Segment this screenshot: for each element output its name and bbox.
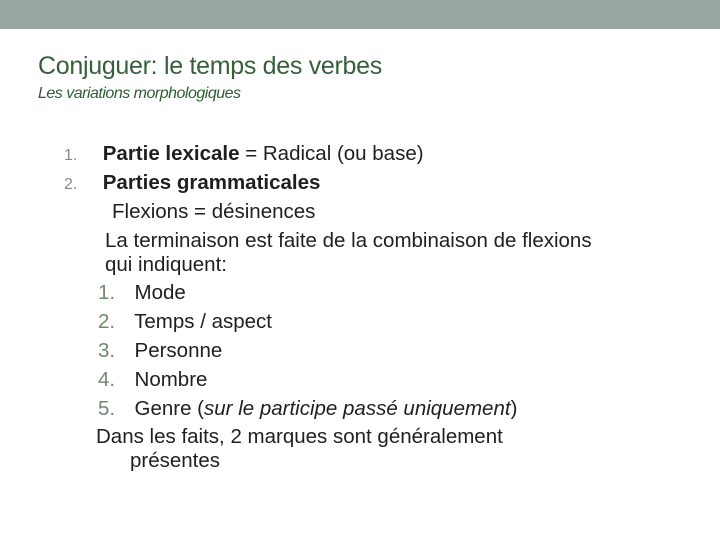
sub-list-item — [98, 368, 207, 392]
conclusion-line-2: présentes — [130, 449, 221, 472]
sub-list-text: Personne — [134, 339, 223, 362]
list-item-1 — [64, 142, 424, 168]
sub-list-text: Temps / aspect — [134, 310, 273, 333]
terminaison-line-2: qui indiquent: — [105, 253, 227, 276]
sub-list-item — [98, 397, 517, 421]
terminaison-line-1: La terminaison est faite de la combinaison de flexions — [105, 229, 592, 252]
sub-list-number: 5. — [98, 397, 116, 420]
conclusion-line-1: Dans les faits, 2 marques sont généralement — [96, 425, 503, 448]
list-item-bold: Parties grammaticales — [102, 171, 321, 194]
sub-list-italic: sur le participe passé uniquement — [204, 397, 511, 420]
list-item-bold: Partie lexicale — [102, 142, 240, 165]
slide-title: Conjuguer: le temps des verbes — [38, 52, 382, 80]
sub-list-item — [98, 339, 222, 363]
sub-list-number: 1. — [98, 281, 116, 304]
sub-list-text: Genre ( — [134, 397, 205, 420]
sub-list-text: Mode — [134, 281, 186, 304]
list-number: 1. — [64, 147, 78, 164]
sub-list-text: Nombre — [134, 368, 208, 391]
list-number: 2. — [64, 176, 78, 193]
sub-list-number: 2. — [98, 310, 116, 333]
sub-list-item — [98, 281, 186, 305]
flexions-line: Flexions = désinences — [112, 200, 316, 223]
list-item-2 — [64, 171, 320, 197]
sub-list-number: 4. — [98, 368, 116, 391]
sub-list-item — [98, 310, 272, 334]
sub-list-number: 3. — [98, 339, 116, 362]
list-item-text: = Radical (ou base) — [239, 142, 424, 165]
slide-subtitle: Les variations morphologiques — [38, 85, 241, 102]
sub-list-close: ) — [510, 397, 518, 420]
